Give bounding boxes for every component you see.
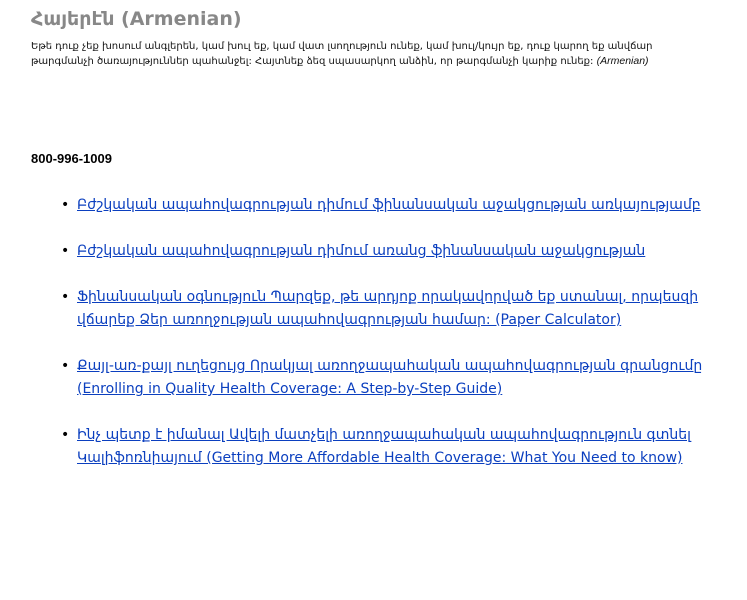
list-item bbox=[31, 355, 711, 401]
phone-number: 800-996-1009 bbox=[31, 151, 112, 166]
bullet-icon: • bbox=[61, 289, 70, 305]
page-content bbox=[31, 0, 721, 466]
link-enrolling-guide[interactable]: Քայլ-առ-քայլ ուղեցույց Որակյալ առողջապահական ապահովագրության գրանցումը (Enrolling in Quality Health Coverage: A Step-by-Step Guide) bbox=[77, 358, 703, 397]
intro-text: Եթե դուք չեք խոսում անգլերեն, կամ խուլ եք, կամ վատ լսողություն ունեք, կամ խուլ/կույր եք, դուք կարող եք անվճար թարգմանչի ծառայություններ պահանջել: Հայտնեք ձեզ սպասարկող անձին, որ թարգմանչի կարիք ունեք: bbox=[31, 41, 653, 67]
resource-link-list bbox=[31, 194, 711, 493]
link-affordable-coverage[interactable]: Ինչ պետք է իմանալ Ավելի մատչելի առողջապահական ապահովագրություն գտնել Կալիֆոռնիայում (Getting More Affordable Health Coverage: What You Need to know) bbox=[77, 427, 691, 466]
bullet-icon: • bbox=[61, 427, 70, 443]
list-item bbox=[31, 194, 711, 217]
list-item bbox=[31, 240, 711, 263]
bullet-icon: • bbox=[61, 358, 70, 374]
intro-paragraph bbox=[31, 39, 691, 69]
list-item bbox=[31, 424, 711, 470]
page-title: Հայերէն (Armenian) bbox=[31, 8, 242, 30]
list-item bbox=[31, 286, 711, 332]
bullet-icon: • bbox=[61, 197, 70, 213]
link-paper-calculator[interactable]: Ֆինանսական օգնություն Պարզեք, թե արդյոք որակավորված եք ստանալ, որպեսզի վճարեք Ձեր առողջության ապահովագրության համար: (Paper Calculator) bbox=[77, 289, 699, 328]
intro-language-note: (Armenian) bbox=[596, 55, 649, 67]
bullet-icon: • bbox=[61, 243, 70, 259]
link-application-with-financial-help[interactable]: Բժշկական ապահովագրության դիմում ֆինանսական աջակցության առկայությամբ bbox=[77, 197, 701, 213]
link-application-without-financial-help[interactable]: Բժշկական ապահովագրության դիմում առանց ֆինանսական աջակցության bbox=[77, 243, 646, 259]
